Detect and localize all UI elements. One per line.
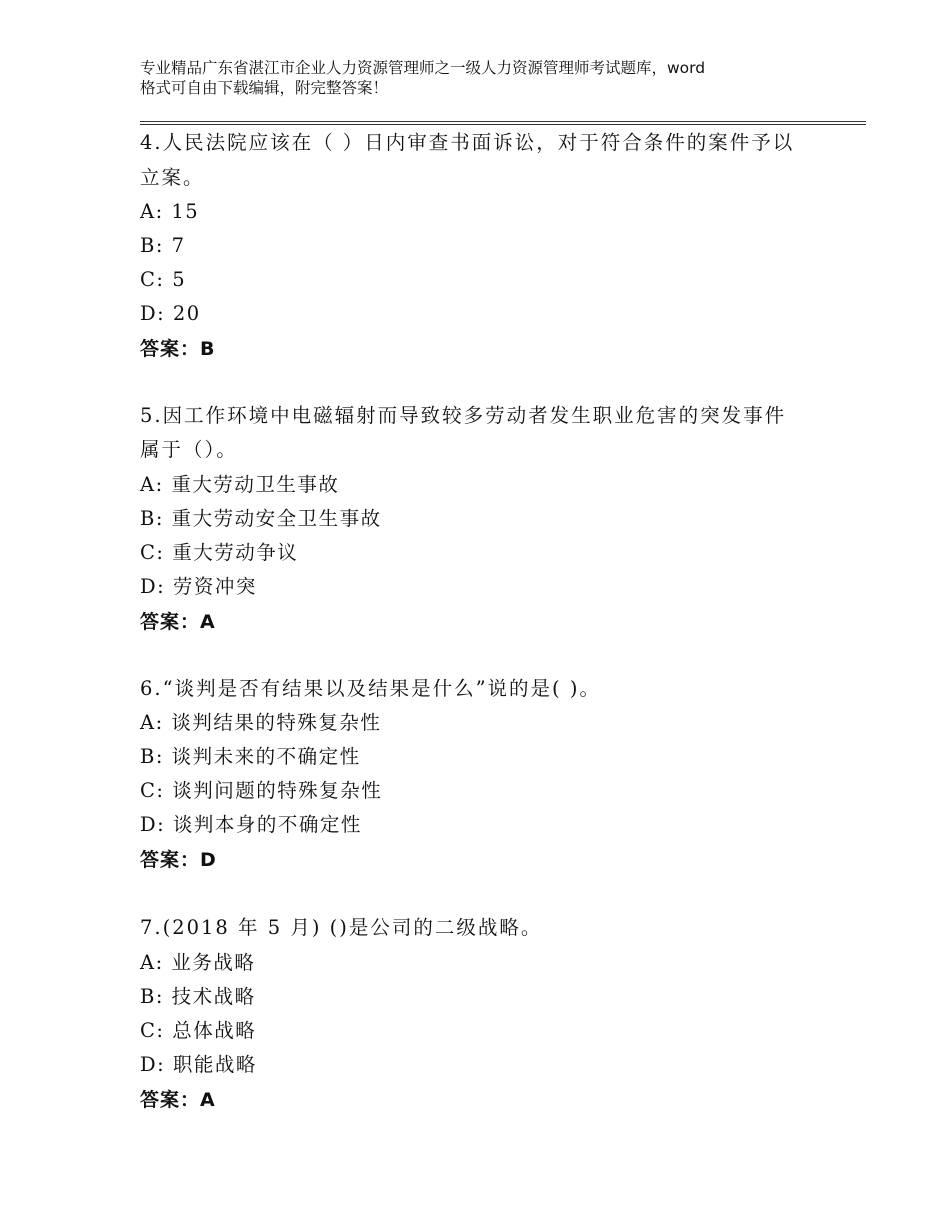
document-header — [140, 58, 840, 98]
option-a: A: 谈判结果的特殊复杂性 — [140, 711, 382, 734]
question-stem: 4.人民法院应该在（ ）日内审查书面诉讼，对于符合条件的案件予以 — [140, 131, 795, 154]
option-b: B: 重大劳动安全卫生事故 — [140, 507, 382, 530]
option-b: B: 谈判未来的不确定性 — [140, 745, 361, 768]
answer-label: 答案：A — [140, 611, 216, 633]
option-d: D: 劳资冲突 — [140, 575, 257, 598]
option-b: B: 7 — [140, 234, 186, 257]
question-stem-continued: 立案。 — [140, 166, 205, 189]
header-title-line2: 格式可自由下载编辑，附完整答案！ — [140, 79, 389, 97]
header-divider-top — [140, 121, 866, 122]
option-d: D: 职能战略 — [140, 1053, 257, 1076]
option-c: C: 5 — [140, 268, 187, 291]
option-c: C: 重大劳动争议 — [140, 541, 299, 564]
option-a: A: 业务战略 — [140, 951, 256, 974]
answer-label: 答案：D — [140, 849, 217, 871]
answer-label: 答案：B — [140, 338, 216, 360]
question-stem: 7.(2018 年 5 月) ()是公司的二级战略。 — [140, 916, 543, 939]
option-d: D: 20 — [140, 302, 201, 325]
question-stem-continued: 属于（）。 — [140, 438, 238, 461]
header-divider-bottom — [140, 124, 866, 125]
header-title-line1: 专业精品广东省湛江市企业人力资源管理师之一级人力资源管理师考试题库，word — [140, 59, 706, 77]
option-c: C: 谈判问题的特殊复杂性 — [140, 779, 383, 802]
option-b: B: 技术战略 — [140, 985, 256, 1008]
option-a: A: 重大劳动卫生事故 — [140, 473, 340, 496]
question-stem: 6.“谈判是否有结果以及结果是什么”说的是( )。 — [140, 677, 601, 700]
option-a: A: 15 — [140, 200, 200, 223]
answer-label: 答案：A — [140, 1089, 216, 1111]
option-d: D: 谈判本身的不确定性 — [140, 813, 362, 836]
question-stem: 5.因工作环境中电磁辐射而导致较多劳动者发生职业危害的突发事件 — [140, 404, 787, 427]
option-c: C: 总体战略 — [140, 1019, 257, 1042]
